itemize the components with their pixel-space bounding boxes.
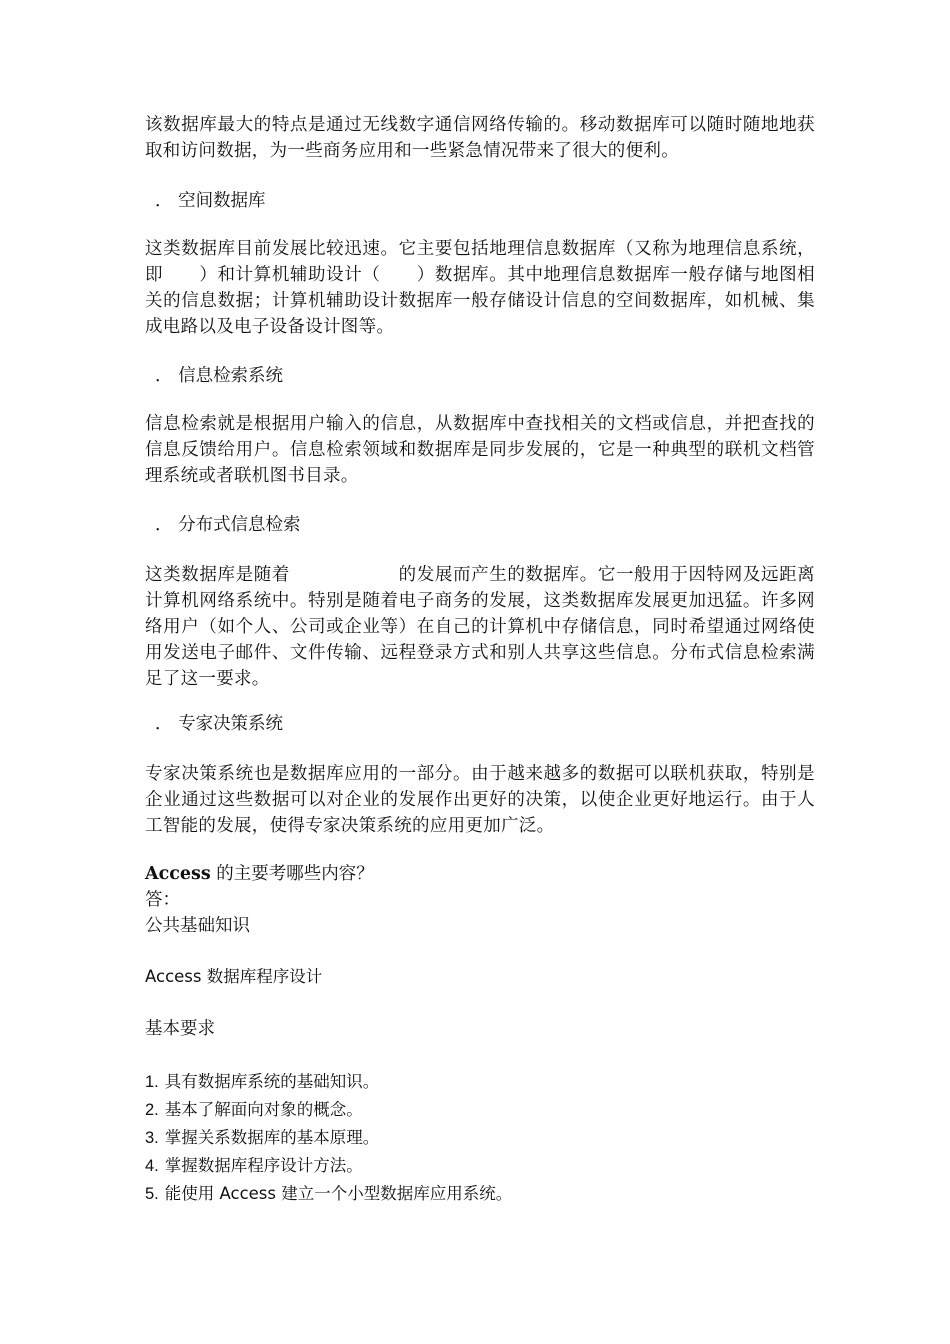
- paragraph-text: 这类数据库是随着 的发展而产生的数据库。它一般用于因特网及远距离计算机网络系统中。特别是随着电子商务的发展，这类数据库发展更加迅猛。许多网络用户（如个人、公司或企业等）在自己的计算机中存储信息，同时希望通过网络使用发送电子邮件、文件传输、远程登录方式和别人共享这些信息。分布式信息检索满足了这一要求。: [145, 565, 815, 689]
- heading-text: ． 信息检索系统: [155, 366, 284, 386]
- ir-paragraph: [145, 411, 815, 489]
- question-text: 的主要考哪些内容？: [210, 864, 374, 884]
- list-number: 2.: [145, 1101, 159, 1119]
- section-heading-distributed: [145, 512, 815, 538]
- section-heading-ir: [145, 363, 815, 389]
- requirements-list: [145, 1068, 815, 1208]
- list-number: 5.: [145, 1185, 159, 1203]
- expert-paragraph: [145, 761, 815, 839]
- list-item: [145, 1180, 815, 1208]
- distributed-paragraph: [145, 562, 815, 692]
- answer-label: 答：: [145, 890, 180, 910]
- list-item: [145, 1096, 815, 1124]
- list-item: [145, 1124, 815, 1152]
- paragraph-text: 该数据库最大的特点是通过无线数字通信网络传输的。移动数据库可以随时随地地获取和访问数据，为一些商务应用和一些紧急情况带来了很大的便利。: [145, 115, 815, 161]
- list-text: 能使用 Access 建立一个小型数据库应用系统。: [164, 1184, 513, 1203]
- list-number: 1.: [145, 1073, 159, 1091]
- requirements-list-block: [145, 1068, 815, 1208]
- access-title-block: [145, 964, 815, 990]
- list-number: 3.: [145, 1129, 159, 1147]
- heading-text: ． 专家决策系统: [155, 714, 284, 734]
- heading-text: ． 空间数据库: [155, 191, 266, 211]
- list-number: 4.: [145, 1157, 159, 1175]
- answer-line: 公共基础知识: [145, 916, 250, 936]
- access-title: Access 数据库程序设计: [145, 967, 323, 986]
- list-text: 掌握数据库程序设计方法。: [164, 1156, 363, 1175]
- paragraph-text: 专家决策系统也是数据库应用的一部分。由于越来越多的数据可以联机获取，特别是企业通过这些数据可以对企业的发展作出更好的决策，以使企业更好地运行。由于人工智能的发展，使得专家决策系统的应用更加广泛。: [145, 764, 815, 836]
- paragraph-text: 这类数据库目前发展比较迅速。它主要包括地理信息数据库（又称为地理信息系统，即 ）和计算机辅助设计（ ）数据库。其中地理信息数据库一般存储与地图相关的信息数据；计算机辅助设计数据库一般存储设计信息的空间数据库，如机械、集成电路以及电子设备设计图等。: [145, 239, 815, 337]
- basic-req-block: [145, 1016, 815, 1042]
- paragraph-text: 信息检索就是根据用户输入的信息，从数据库中查找相关的文档或信息，并把查找的信息反馈给用户。信息检索领域和数据库是同步发展的，它是一种典型的联机文档管理系统或者联机图书目录。: [145, 414, 815, 486]
- basic-requirements-heading: 基本要求: [145, 1019, 215, 1039]
- mobile-db-paragraph: [145, 112, 815, 164]
- section-heading-expert: [145, 711, 815, 737]
- question-block: [145, 861, 815, 939]
- spatial-db-paragraph: [145, 236, 815, 340]
- list-item: [145, 1152, 815, 1180]
- question-line: [145, 861, 815, 887]
- list-text: 具有数据库系统的基础知识。: [164, 1072, 380, 1091]
- list-text: 基本了解面向对象的概念。: [164, 1100, 363, 1119]
- question-bold-word: Access: [145, 864, 211, 884]
- section-heading-spatial: [145, 188, 815, 214]
- list-text: 掌握关系数据库的基本原理。: [164, 1128, 380, 1147]
- heading-text: ． 分布式信息检索: [155, 515, 301, 535]
- list-item: [145, 1068, 815, 1096]
